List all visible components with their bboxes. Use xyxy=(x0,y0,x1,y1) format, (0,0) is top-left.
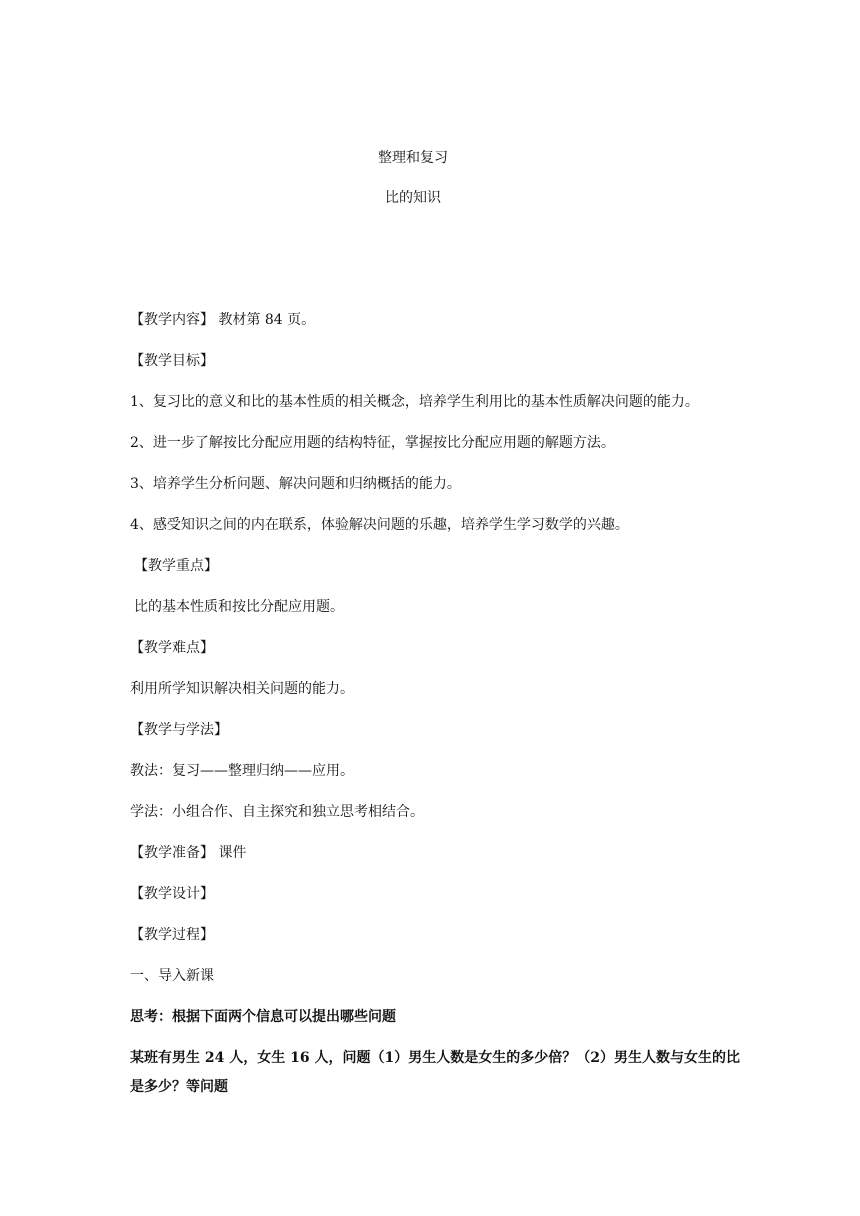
document-line: 比的基本性质和按比分配应用题。 xyxy=(134,599,344,615)
document-line: 学法：小组合作、自主探究和独立思考相结合。 xyxy=(130,804,424,820)
document-line: 4、感受知识之间的内在联系，体验解决问题的乐趣，培养学生学习数学的兴趣。 xyxy=(130,517,629,533)
document-body xyxy=(130,310,750,1102)
document-line: 【教学目标】 xyxy=(130,353,214,369)
example-problem-paragraph: 某班有男生 24 人，女生 16 人，问题（1）男生人数是女生的多少倍？（2）男生人数与女生的比是多少？等问题 xyxy=(130,1050,740,1095)
document-line: 【教学过程】 xyxy=(130,927,214,943)
document-line: 【教学内容】 教材第 84 页。 xyxy=(130,312,316,328)
document-subtitle: 比的知识 xyxy=(385,190,441,206)
document-line: 3、培养学生分析问题、解决问题和归纳概括的能力。 xyxy=(130,476,461,492)
document-line: 一、导入新课 xyxy=(130,968,214,984)
document-line: 利用所学知识解决相关问题的能力。 xyxy=(130,681,354,697)
document-line: 1、复习比的意义和比的基本性质的相关概念，培养学生利用比的基本性质解决问题的能力。 xyxy=(130,394,699,410)
document-line: 【教学准备】 课件 xyxy=(130,845,247,861)
document-line: 2、进一步了解按比分配应用题的结构特征，掌握按比分配应用题的解题方法。 xyxy=(130,435,615,451)
document-line: 【教学难点】 xyxy=(130,640,214,656)
document-line: 【教学设计】 xyxy=(130,886,214,902)
document-line: 教法：复习——整理归纳——应用。 xyxy=(130,763,354,779)
document-title: 整理和复习 xyxy=(378,150,448,166)
document-line: 【教学与学法】 xyxy=(130,722,228,738)
document-line: 【教学重点】 xyxy=(134,558,218,574)
document-line: 思考：根据下面两个信息可以提出哪些问题 xyxy=(130,1009,396,1025)
